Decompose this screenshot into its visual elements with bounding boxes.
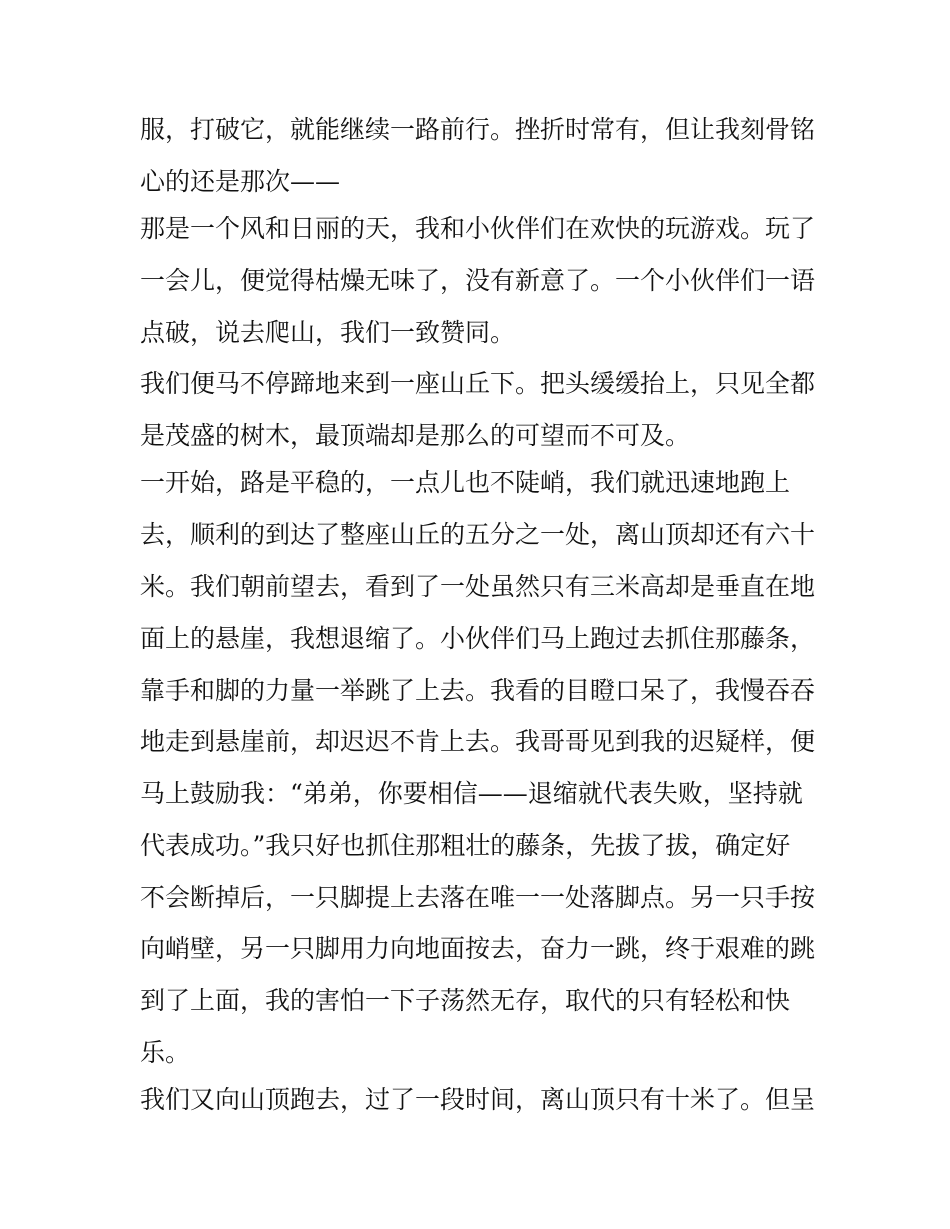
text-line-17: 向峭壁，另一只脚用力向地面按去，奋力一跳，终于艰难的跳 xyxy=(140,934,816,963)
text-line-5: 点破，说去爬山，我们一致赞同。 xyxy=(140,318,516,347)
text-line-20: 我们又向山顶跑去，过了一段时间，离山顶只有十米了。但呈 xyxy=(140,1085,816,1114)
text-line-3: 那是一个风和日丽的天，我和小伙伴们在欢快的玩游戏。玩了 xyxy=(140,214,816,243)
text-line-7: 是茂盛的树木，最顶端却是那么的可望而不可及。 xyxy=(140,421,691,450)
text-line-12: 靠手和脚的力量一举跳了上去。我看的目瞪口呆了，我慢吞吞 xyxy=(140,676,816,705)
text-line-15: 代表成功。”我只好也抓住那粗壮的藤条，先拔了拔，确定好 xyxy=(140,831,791,860)
text-line-19: 乐。 xyxy=(140,1038,191,1067)
text-line-1: 服，打破它，就能继续一路前行。挫折时常有，但让我刻骨铭 xyxy=(140,115,816,144)
text-line-13: 地走到悬崖前，却迟迟不肯上去。我哥哥见到我的迟疑样，便 xyxy=(140,727,816,756)
text-line-4: 一会儿，便觉得枯燥无味了，没有新意了。一个小伙伴们一语 xyxy=(140,266,816,295)
text-line-2: 心的还是那次—— xyxy=(140,167,341,196)
text-line-8: 一开始，路是平稳的，一点儿也不陡峭，我们就迅速地跑上 xyxy=(140,468,791,497)
text-line-16: 不会断掉后，一只脚提上去落在唯一一处落脚点。另一只手按 xyxy=(140,883,816,912)
text-line-6: 我们便马不停蹄地来到一座山丘下。把头缓缓抬上，只见全都 xyxy=(140,369,816,398)
text-line-9: 去，顺利的到达了整座山丘的五分之一处，离山顶却还有六十 xyxy=(140,520,816,549)
text-line-14: 马上鼓励我：“弟弟，你要相信——退缩就代表失败，坚持就 xyxy=(140,779,803,808)
text-line-18: 到了上面，我的害怕一下子荡然无存，取代的只有轻松和快 xyxy=(140,986,791,1015)
text-line-10: 米。我们朝前望去，看到了一处虽然只有三米高却是垂直在地 xyxy=(140,572,816,601)
text-line-11: 面上的悬崖，我想退缩了。小伙伴们马上跑过去抓住那藤条， xyxy=(140,624,816,653)
